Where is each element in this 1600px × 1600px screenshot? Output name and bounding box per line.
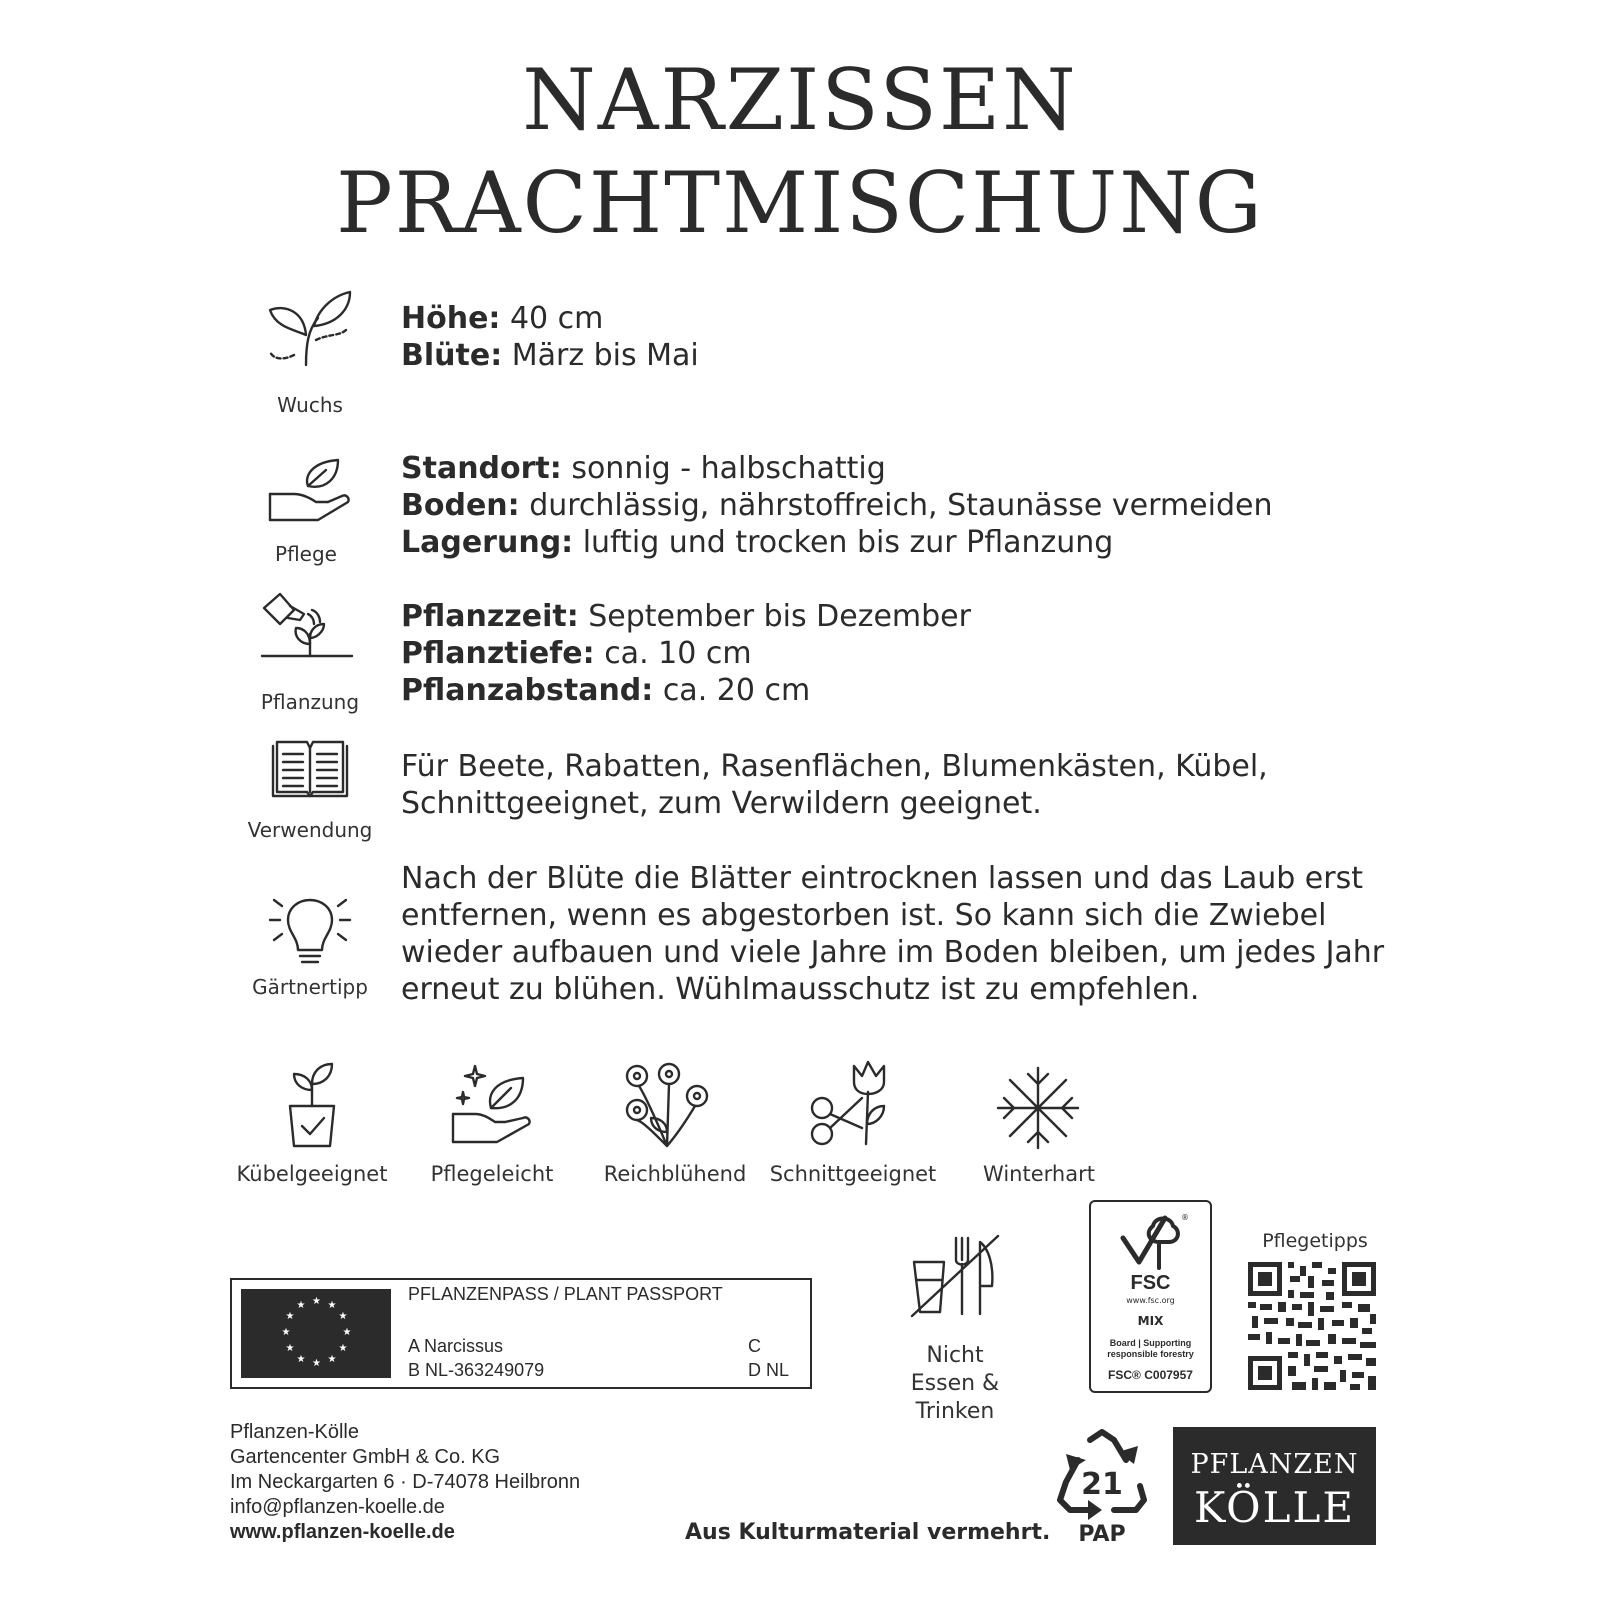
feature-label-schnittgeeignet: Schnittgeeignet [769,1162,937,1186]
info-key: Pflanzzeit: [401,599,579,634]
section-text-wuchs [401,300,699,374]
fsc-tree-check-icon [1119,1212,1189,1270]
text-line: Nach der Blüte die Blätter eintrocknen lassen und das Laub erst [401,861,1363,896]
info-key: Lagerung: [401,525,574,560]
info-value: ca. 20 cm [653,673,811,708]
logo-line1: PFLANZEN [1190,1449,1359,1480]
svg-text:★: ★ [281,1327,291,1338]
fsc-mix: MIX [1137,1314,1164,1328]
section-label-pflanzung: Pflanzung [260,690,360,714]
brand-logo [1173,1427,1376,1545]
qr-label: Pflegetipps [1262,1230,1368,1252]
section-label-gaertnertipp: Gärtnertipp [252,975,368,999]
svg-text:★: ★ [312,1358,321,1369]
page-title-line1: NARZISSEN [522,51,1078,149]
feature-label-pflegeleicht: Pflegeleicht [430,1162,554,1186]
open-book-icon [271,740,349,802]
section-label-pflege: Pflege [275,542,337,566]
feature-label-reichbluehend: Reichblühend [603,1162,747,1186]
svg-text:★: ★ [338,1343,348,1354]
fsc-brand: FSC [1130,1272,1171,1294]
svg-text:★: ★ [312,1296,321,1307]
text-line: wieder aufbauen und viele Jahre im Boden bleiben, um jedes Jahr [401,935,1385,970]
warning-line2: Essen & Trinken [910,1371,1000,1424]
svg-text:★: ★ [327,1300,337,1311]
passport-field-b: B NL-363249079 [408,1360,545,1380]
info-key: Boden: [401,488,520,523]
info-key: Standort: [401,451,562,486]
eu-flag-icon [241,1289,391,1378]
page-title-line2: PRACHTMISCHUNG [336,154,1264,252]
scissors-tulip-icon [810,1058,898,1148]
svg-text:★: ★ [327,1354,337,1365]
warning-text [870,1342,1040,1426]
section-text-gaertnertipp [401,860,1384,1008]
info-value: luftig und trocken bis zur Pflanzung [573,525,1114,560]
logo-line2: KÖLLE [1193,1483,1356,1532]
svg-text:®: ® [1181,1213,1189,1222]
section-label-verwendung: Verwendung [247,818,373,842]
text-line: Schnittgeeignet, zum Verwildern geeignet. [401,786,1042,821]
passport-field-a: A Narcissus [408,1336,504,1356]
info-key: Höhe: [401,301,501,336]
passport-field-d: D NL [748,1360,790,1380]
fsc-label [1089,1200,1212,1393]
info-value: sonnig - halbschattig [561,451,886,486]
svg-text:★: ★ [338,1311,348,1322]
info-key: Blüte: [401,338,503,373]
svg-text:★: ★ [342,1327,352,1338]
section-text-verwendung [401,748,1268,822]
recycle-code: PAP [1078,1522,1126,1547]
info-value: März bis Mai [502,338,699,373]
fsc-code: FSC® C007957 [1108,1368,1193,1382]
section-text-pflege [401,450,1272,561]
info-value: durchlässig, nährstoffreich, Staunässe vermeiden [519,488,1273,523]
fsc-line2: responsible forestry [1107,1349,1194,1359]
address-company: Pflanzen-Kölle [230,1421,359,1443]
fsc-url: www.fsc.org [1126,1296,1175,1305]
hand-leaf-icon [268,458,354,528]
qr-code-icon[interactable] [1248,1262,1376,1390]
text-line: Für Beete, Rabatten, Rasenflächen, Blumenkästen, Kübel, [401,749,1268,784]
hand-sparkle-leaf-icon [451,1064,533,1146]
svg-text:★: ★ [285,1311,295,1322]
snowflake-icon [996,1066,1080,1150]
info-value: September bis Dezember [578,599,971,634]
passport-field-c: C [748,1336,761,1356]
section-label-wuchs: Wuchs [277,393,343,417]
svg-text:★: ★ [296,1300,306,1311]
address-company-form: Gartencenter GmbH & Co. KG [230,1446,501,1468]
address-website[interactable]: www.pflanzen-koelle.de [230,1521,455,1543]
no-food-drink-icon [908,1234,998,1318]
footer-note: Aus Kulturmaterial vermehrt. [685,1520,1051,1545]
company-address [230,1420,580,1545]
recycle-icon [1052,1430,1152,1526]
fsc-line1: Board | Supporting [1109,1338,1192,1348]
eu-stars-icon [279,1296,354,1371]
plant-growth-icon [266,290,356,370]
address-street: Im Neckargarten 6 · D-74078 Heilbronn [230,1471,581,1493]
info-value: 40 cm [500,301,604,336]
address-email[interactable]: info@pflanzen-koelle.de [230,1496,445,1518]
lightbulb-icon [268,888,352,968]
section-text-pflanzung [401,598,971,709]
feature-label-kuebelgeeignet: Kübelgeeignet [236,1162,388,1186]
recycle-number: 21 [1081,1467,1123,1502]
info-value: ca. 10 cm [594,636,752,671]
svg-text:★: ★ [296,1354,306,1365]
feature-label-winterhart: Winterhart [983,1162,1095,1186]
info-key: Pflanzabstand: [401,673,654,708]
flower-bouquet-icon [623,1062,711,1148]
text-line: entfernen, wenn es abgestorben ist. So kann sich die Zwiebel [401,898,1327,933]
info-key: Pflanztiefe: [401,636,595,671]
text-line: erneut zu blühen. Wühlmausschutz ist zu empfehlen. [401,972,1200,1007]
warning-line1: Nicht [926,1343,984,1368]
passport-header: PFLANZENPASS / PLANT PASSPORT [408,1284,723,1304]
svg-text:★: ★ [285,1343,295,1354]
potted-plant-check-icon [280,1062,344,1148]
watering-can-icon [260,590,356,674]
plant-passport-box [230,1278,812,1389]
